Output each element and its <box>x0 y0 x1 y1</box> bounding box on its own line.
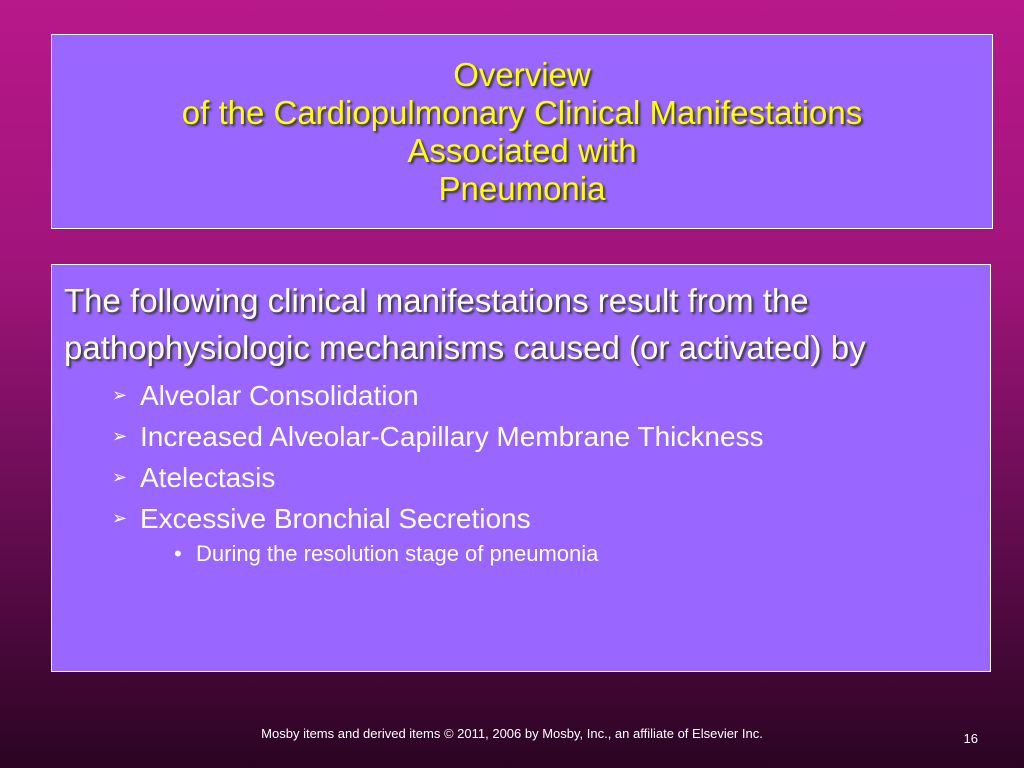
arrow-bullet-icon: ➢ <box>112 467 128 487</box>
bullet-list <box>64 375 980 539</box>
slide-title-line-2: of the Cardiopulmonary Clinical Manifestations <box>181 93 863 131</box>
bullet-item <box>112 416 980 457</box>
dot-bullet-icon: • <box>174 541 182 566</box>
slide-title-box <box>51 34 993 229</box>
bullet-text: Atelectasis <box>140 462 276 493</box>
bullet-item <box>112 498 980 539</box>
bullet-item <box>112 375 980 416</box>
slide-title-line-1: Overview <box>453 55 591 93</box>
bullet-text: Excessive Bronchial Secretions <box>140 503 531 534</box>
arrow-bullet-icon: ➢ <box>112 508 128 528</box>
slide-title-line-3: Associated with <box>407 131 637 169</box>
sub-bullet-text: During the resolution stage of pneumonia <box>196 541 599 566</box>
bullet-text: Increased Alveolar-Capillary Membrane Thickness <box>140 421 764 452</box>
copyright-footer: Mosby items and derived items © 2011, 2006 by Mosby, Inc., an affiliate of Elsevier Inc. <box>261 726 763 741</box>
bullet-text: Alveolar Consolidation <box>140 380 419 411</box>
intro-text: The following clinical manifestations result from the pathophysiologic mechanisms caused (or activated) by <box>64 282 866 366</box>
page-number: 16 <box>963 731 978 746</box>
arrow-bullet-icon: ➢ <box>112 426 128 446</box>
arrow-bullet-icon: ➢ <box>112 385 128 405</box>
bullet-item <box>112 457 980 498</box>
slide-content-box <box>51 264 991 672</box>
slide-title-line-4: Pneumonia <box>438 169 606 207</box>
sub-bullet-item <box>174 539 980 569</box>
sub-bullet-list <box>64 539 980 569</box>
